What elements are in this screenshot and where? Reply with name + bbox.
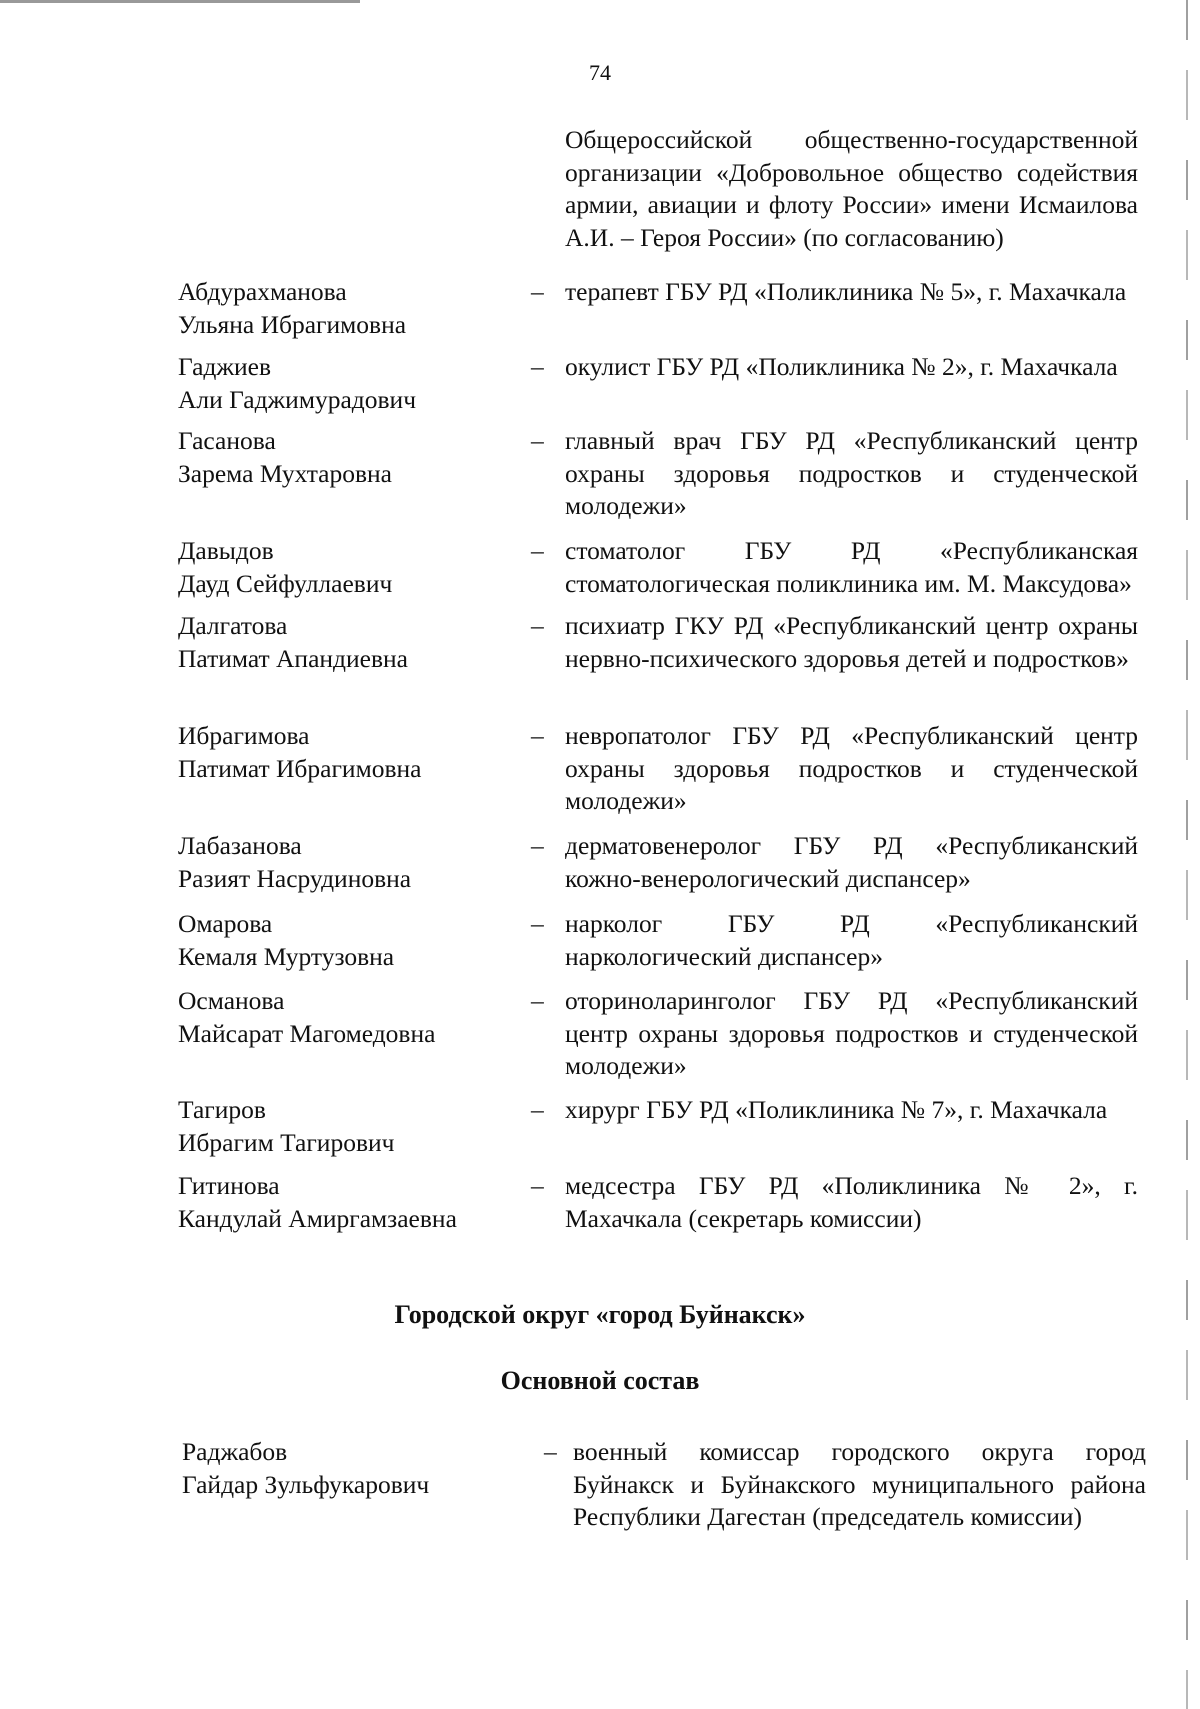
member-dash: – xyxy=(531,909,544,938)
member-name xyxy=(178,535,518,600)
member-role: стоматолог ГБУ РД «Республиканская стоматологическая поликлиника им. М. Максудова» xyxy=(565,536,1138,598)
member-surname: Гаджиев xyxy=(178,352,272,381)
member-role: окулист ГБУ РД «Поликлиника № 2», г. Махачкала xyxy=(565,352,1118,381)
member-role: военный комиссар городского округа город Буйнакск и Буйнакского муниципального района Республики Дагестан (председатель комиссии) xyxy=(573,1437,1146,1531)
subsection-heading: Основной состав xyxy=(500,1366,700,1395)
member-dash: – xyxy=(544,1437,557,1466)
member-surname: Давыдов xyxy=(178,536,274,565)
member-dash: – xyxy=(531,536,544,565)
member-role: медсестра ГБУ РД «Поликлиника № 2», г. Махачкала (секретарь комиссии) xyxy=(565,1171,1138,1233)
member-given-name: Али Гаджимурадович xyxy=(178,384,417,414)
member-given-name: Дауд Сейфуллаевич xyxy=(178,568,393,598)
member-given-name: Кандулай Амиргамзаевна xyxy=(178,1203,457,1233)
member-name xyxy=(178,985,518,1050)
member-dash: – xyxy=(531,831,544,860)
member-surname: Гитинова xyxy=(178,1171,280,1200)
member-given-name: Патимат Ибрагимовна xyxy=(178,753,422,783)
member-given-name: Гайдар Зульфукарович xyxy=(182,1469,430,1499)
member-name xyxy=(178,610,518,675)
member-dash: – xyxy=(531,352,544,381)
member-role: невропатолог ГБУ РД «Республиканский центр охраны здоровья подростков и студенческой молодежи» xyxy=(565,721,1138,815)
member-given-name: Зарема Мухтаровна xyxy=(178,458,392,488)
member-name xyxy=(178,276,518,341)
member-given-name: Майсарат Магомедовна xyxy=(178,1018,436,1048)
member-surname: Ибрагимова xyxy=(178,721,310,750)
section-heading: Городской округ «город Буйнакск» xyxy=(394,1300,806,1329)
member-surname: Абдурахманова xyxy=(178,277,347,306)
member-surname: Раджабов xyxy=(182,1437,288,1466)
member-given-name: Разият Насрудиновна xyxy=(178,863,412,893)
member-surname: Гасанова xyxy=(178,426,276,455)
member-surname: Османова xyxy=(178,986,285,1015)
member-role: терапевт ГБУ РД «Поликлиника № 5», г. Махачкала xyxy=(565,277,1127,306)
member-role: оториноларинголог ГБУ РД «Республиканский центр охраны здоровья подростков и студенческой молодежи» xyxy=(565,986,1138,1080)
member-surname: Омарова xyxy=(178,909,273,938)
member-dash: – xyxy=(531,277,544,306)
scan-edge-top xyxy=(0,0,360,3)
member-dash: – xyxy=(531,986,544,1015)
member-surname: Лабазанова xyxy=(178,831,302,860)
member-name xyxy=(178,908,518,973)
member-role: хирург ГБУ РД «Поликлиника № 7», г. Махачкала xyxy=(565,1095,1108,1124)
member-surname: Тагиров xyxy=(178,1095,266,1124)
member-dash: – xyxy=(531,426,544,455)
member-given-name: Ульяна Ибрагимовна xyxy=(178,309,407,339)
member-name xyxy=(178,351,518,416)
member-dash: – xyxy=(531,721,544,750)
member-role: главный врач ГБУ РД «Республиканский центр охраны здоровья подростков и студенческой молодежи» xyxy=(565,426,1138,520)
member-given-name: Кемаля Муртузовна xyxy=(178,941,395,971)
member-given-name: Ибрагим Тагирович xyxy=(178,1127,395,1157)
member-name xyxy=(178,720,518,785)
member-role: нарколог ГБУ РД «Республиканский наркологический диспансер» xyxy=(565,909,1138,971)
member-name xyxy=(182,1436,522,1501)
member-role: психиатр ГКУ РД «Республиканский центр охраны нервно-психического здоровья детей и подростков» xyxy=(565,611,1138,673)
member-surname: Далгатова xyxy=(178,611,288,640)
continuation-text: Общероссийской общественно-государственной организации «Добровольное общество содействия армии, авиации и флоту России» имени Исмаилова А.И. – Героя России» (по согласованию) xyxy=(565,125,1138,252)
member-name xyxy=(178,1094,518,1159)
page-number: 74 xyxy=(589,60,611,85)
member-name xyxy=(178,830,518,895)
member-name xyxy=(178,425,518,490)
member-dash: – xyxy=(531,1095,544,1124)
scan-edge-right xyxy=(1186,0,1188,1709)
member-dash: – xyxy=(531,1171,544,1200)
member-dash: – xyxy=(531,611,544,640)
member-role: дерматовенеролог ГБУ РД «Республиканский кожно-венерологический диспансер» xyxy=(565,831,1138,893)
member-given-name: Патимат Апандиевна xyxy=(178,643,408,673)
member-name xyxy=(178,1170,518,1235)
